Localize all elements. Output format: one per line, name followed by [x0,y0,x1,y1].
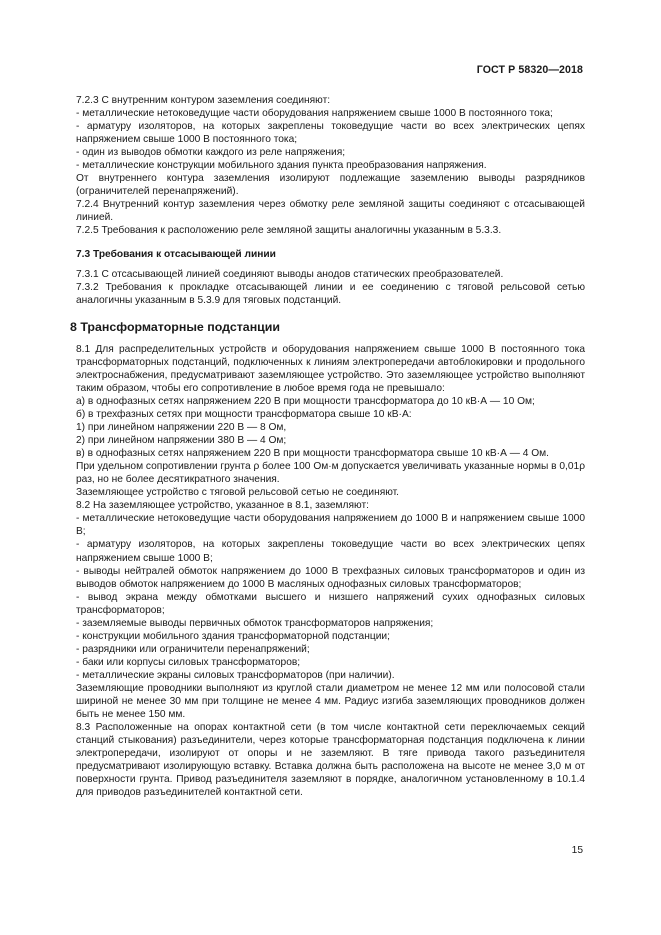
paragraph: Заземляющее устройство с тяговой рельсовой сетью не соединяют. [76,487,399,499]
paragraph: 7.3.2 Требования к прокладке отсасывающей линии и ее соединению с тяговой рельсовой сетью аналогичны указанным в 5.3.9 для тяговых подстанций. [76,281,585,306]
list-item: - металлические экраны силовых трансформаторов (при наличии). [76,669,395,681]
paragraph: Заземляющие проводники выполняют из круглой стали диаметром не менее 12 мм или полосовой стали шириной не менее 30 мм при толщине не менее 4 мм. Радиус изгиба заземляющих проводников должен быть не менее 150 мм. [76,682,585,721]
paragraph: 7.2.3 С внутренним контуром заземления соединяют: [76,95,331,106]
list-item: в) в однофазных сетях напряжением 220 В при мощности трансформатора свыше 10 кВ·А — 4 Ом. [76,448,549,460]
paragraph: При удельном сопротивлении грунта ρ более 100 Ом·м допускается увеличивать указанные нормы в 0,01ρ раз, но не более десятикратного значения. [76,461,585,486]
list-item: - один из выводов обмотки каждого из реле напряжения; [76,147,346,159]
list-item: а) в однофазных сетях напряжением 220 В при мощности трансформатора до 10 кВ·А — 10 Ом; [76,395,535,407]
list-item: - конструкции мобильного здания трансформаторной подстанции; [76,630,390,642]
paragraph: 7.2.5 Требования к расположению реле земляной защиты аналогичны указанным в 5.3.3. [76,225,502,237]
document-body [70,94,585,799]
document-id-header: ГОСТ Р 58320—2018 [476,64,583,76]
list-item: - арматуру изоляторов, на которых закреплены токоведущие части во всех электрических цепях напряжением свыше 1000 В постоянного тока; [76,121,585,146]
list-item: - металлические нетоковедущие части оборудования напряжением до 1000 В и напряжением свыше 1000 В; [76,513,585,538]
paragraph: От внутреннего контура заземления изолируют подлежащие заземлению выводы разрядников (ограничителей перенапряжений). [76,173,585,198]
list-item: 1) при линейном напряжении 220 В — 8 Ом, [76,422,287,434]
paragraph: 8.3 Расположенные на опорах контактной сети (в том числе контактной сети переключаемых секций станций стыкования) разъединители, через которые трансформаторная подстанция подключена к линии электропередачи, изолируют от опоры и не заземляют. В тяге привода такого разъединителя предусматривают изолирующую вставку. Вставка должна быть расположена на высоте не менее 3,0 м от поверхности грунта. Привод разъединителя заземляют в порядке, аналогичном установленному в 10.1.4 для приводов разъединителей контактной сети. [76,722,585,799]
paragraph: 8.2 На заземляющее устройство, указанное в 8.1, заземляют: [76,500,369,512]
list-item: 2) при линейном напряжении 380 В — 4 Ом; [76,435,287,447]
list-item: - металлические нетоковедущие части оборудования напряжением свыше 1000 В постоянного тока; [76,108,553,120]
list-item: б) в трехфазных сетях при мощности трансформатора свыше 10 кВ·А: [76,408,412,420]
page-number: 15 [571,845,583,856]
list-item: - баки или корпусы силовых трансформаторов; [76,656,301,668]
paragraph: 7.3.1 С отсасывающей линией соединяют выводы анодов статических преобразователей. [76,268,504,280]
list-item: - арматуру изоляторов, на которых закреплены токоведущие части во всех электрических цепях напряжением свыше 1000 В; [76,539,585,564]
list-item: - заземляемые выводы первичных обмоток трансформаторов напряжения; [76,617,434,629]
list-item: - металлические конструкции мобильного здания пункта преобразования напряжения. [76,160,487,172]
section-heading: 8 Трансформаторные подстанции [70,319,281,334]
list-item: - разрядники или ограничители перенапряжений; [76,643,310,655]
subsection-heading: 7.3 Требования к отсасывающей линии [76,248,276,260]
list-item: - вывод экрана между обмотками высшего и низшего напряжений сухих однофазных силовых трансформаторов; [76,591,585,616]
paragraph: 8.1 Для распределительных устройств и оборудования напряжением свыше 1000 В постоянного тока трансформаторных подстанций, подключенных к линиям электропередачи автоблокировки и продольного электроснабжения, предусматривают заземляющее устройство. Это заземляющее устройство выполняют таким образом, чтобы его сопротивление в любое время года не превышало: [76,343,585,394]
list-item: - выводы нейтралей обмоток напряжением до 1000 В трехфазных силовых трансформаторов и один из выводов обмоток напряжением до 1000 В масляных однофазных силовых трансформаторов; [76,565,585,590]
paragraph: 7.2.4 Внутренний контур заземления через обмотку реле земляной защиты соединяют с отсасывающей линией. [76,199,585,224]
